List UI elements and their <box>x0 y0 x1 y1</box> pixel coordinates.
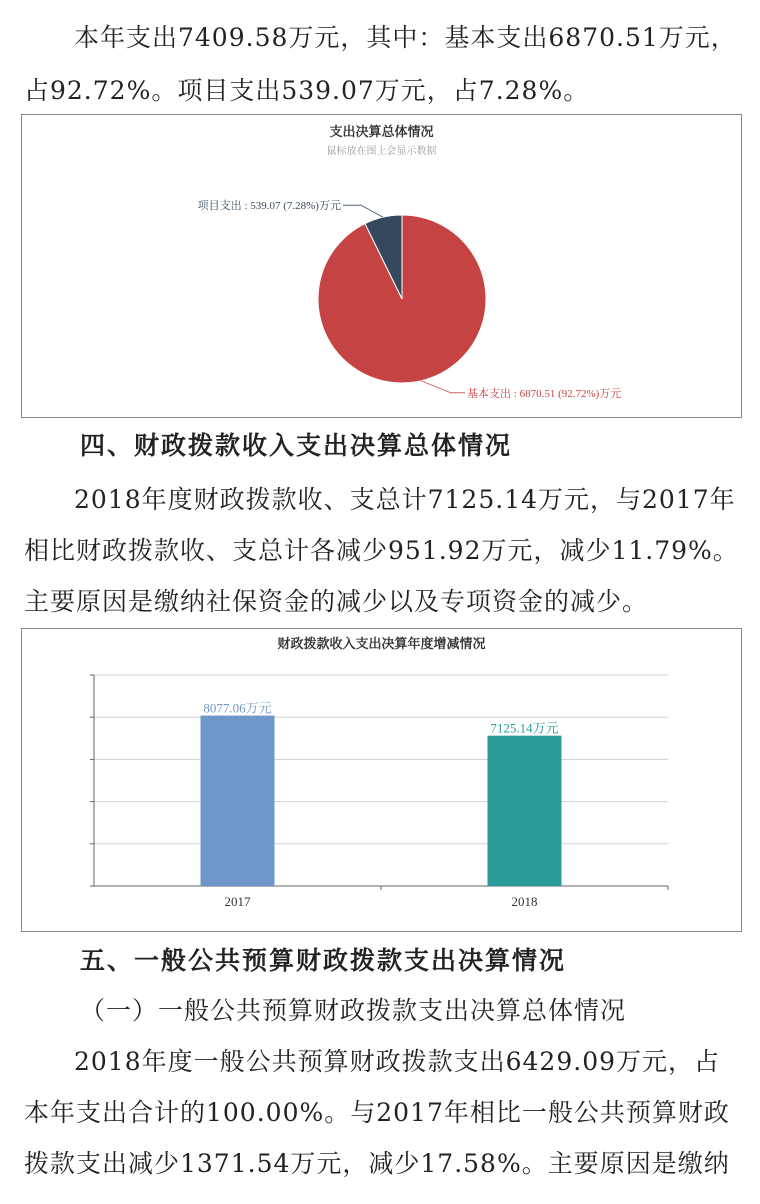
x-tick-label: 2018 <box>511 894 538 909</box>
text-line: 占92.72%。项目支出539.07万元，占7.28%。 <box>24 76 590 105</box>
bar-data-label: 8077.06万元 <box>203 700 272 716</box>
subsection-heading: （一）一般公共预算财政拨款支出决算总体情况 <box>80 996 627 1025</box>
pie-label-leader <box>421 381 465 393</box>
chart-title: 财政拨款收入支出决算年度增减情况 <box>277 637 486 652</box>
section-heading: 五、一般公共预算财政拨款支出决算情况 <box>80 946 567 975</box>
text-line: 本年支出合计的100.00%。与2017年相比一般公共预算财政 <box>24 1098 730 1127</box>
text-line: 主要原因是缴纳社保资金的减少以及专项资金的减少。 <box>24 587 649 616</box>
chart-title: 支出决算总体情况 <box>329 125 434 140</box>
x-tick-label: 2017 <box>224 894 251 909</box>
text-line: 2018年度一般公共预算财政拨款支出6429.09万元，占 <box>74 1047 721 1076</box>
bar-chart <box>22 629 741 931</box>
text-line: 相比财政拨款收、支总计各减少951.92万元，减少11.79%。 <box>24 536 739 565</box>
pie-label-project: 项目支出 : 539.07 (7.28%)万元 <box>197 200 341 213</box>
pie-chart <box>22 115 741 417</box>
pie-label-leader <box>343 205 383 217</box>
bar-data-label: 7125.14万元 <box>490 720 559 736</box>
pie-slice-basic[interactable] <box>318 215 486 383</box>
text-line: 拨款支出减少1371.54万元，减少17.58%。主要原因是缴纳 <box>24 1149 730 1178</box>
text-line: 2018年度财政拨款收、支总计7125.14万元，与2017年 <box>74 485 736 514</box>
bar-2018[interactable] <box>488 736 562 886</box>
section-heading: 四、财政拨款收入支出决算总体情况 <box>80 431 513 460</box>
pie-label-basic: 基本支出 : 6870.51 (92.72%)万元 <box>467 387 622 400</box>
chart-subtitle: 鼠标放在图上会显示数据 <box>326 146 437 157</box>
text-line: 本年支出7409.58万元，其中：基本支出6870.51万元， <box>74 23 737 52</box>
pie-chart-panel <box>21 114 742 418</box>
bar-2017[interactable] <box>201 716 275 886</box>
bar-chart-panel <box>21 628 742 932</box>
